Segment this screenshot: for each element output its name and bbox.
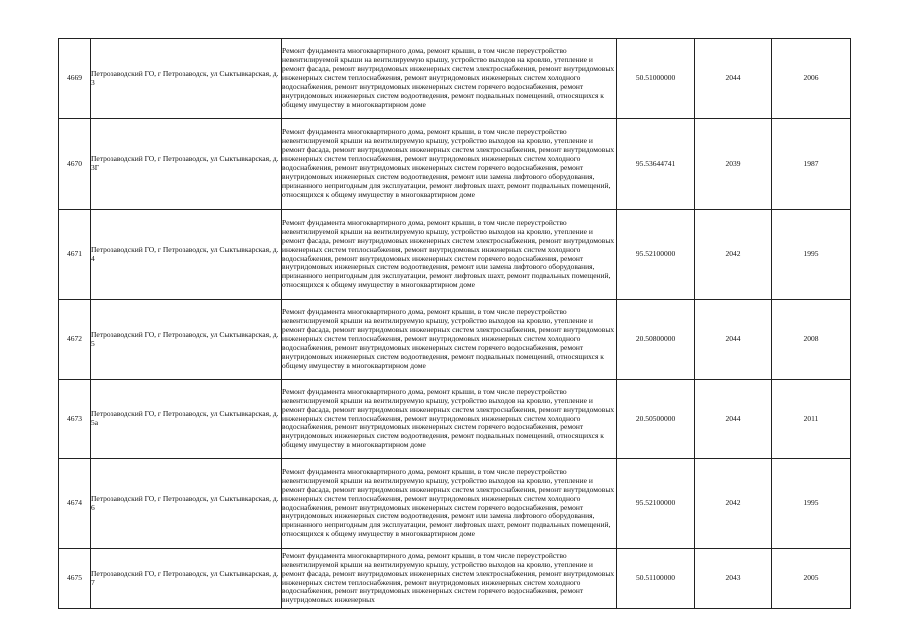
value-cell: 50.51000000 xyxy=(617,39,695,119)
planned-year-cell: 2044 xyxy=(695,39,772,119)
address-cell: Петрозаводский ГО, г Петрозаводск, ул Сыктывкарская, д. 6 xyxy=(91,459,282,549)
row-number: 4675 xyxy=(59,549,91,609)
planned-year-cell: 2039 xyxy=(695,119,772,210)
address-cell: Петрозаводский ГО, г Петрозаводск, ул Сыктывкарская, д. 5а xyxy=(91,380,282,459)
planned-year-cell: 2043 xyxy=(695,549,772,609)
value-cell: 95.52100000 xyxy=(617,459,695,549)
planned-year-cell: 2042 xyxy=(695,210,772,300)
works-cell: Ремонт фундамента многоквартирного дома, ремонт крыши, в том числе переустройство невентилируемой крыши на вентилируемую крышу, устройство выходов на кровлю, утепление и ремонт фасада, ремонт внутридомовых инженерных систем электроснабжения, ремонт внутридомовых инженерных систем теплоснабжения, ремонт внутридомовых инженерных систем холодного водоснабжения, ремонт внутридомовых инженерных систем горячего водоснабжения, ремонт внутридомовых инженерных систем водоотведения, ремонт или замена лифтового оборудования, признанного непригодным для эксплуатации, ремонт лифтовых шахт, ремонт подвальных помещений, относящихся к общему имуществу в многоквартирном доме xyxy=(282,210,617,300)
address-cell: Петрозаводский ГО, г Петрозаводск, ул Сыктывкарская, д. 3 xyxy=(91,39,282,119)
works-cell: Ремонт фундамента многоквартирного дома, ремонт крыши, в том числе переустройство невентилируемой крыши на вентилируемую крышу, устройство выходов на кровлю, утепление и ремонт фасада, ремонт внутридомовых инженерных систем электроснабжения, ремонт внутридомовых инженерных систем теплоснабжения, ремонт внутридомовых инженерных систем холодного водоснабжения, ремонт внутридомовых инженерных систем горячего водоснабжения, ремонт внутридомовых инженерных систем водоотведения, ремонт подвальных помещений, относящихся к общему имуществу в многоквартирном доме xyxy=(282,300,617,380)
works-cell: Ремонт фундамента многоквартирного дома, ремонт крыши, в том числе переустройство невентилируемой крыши на вентилируемую крышу, устройство выходов на кровлю, утепление и ремонт фасада, ремонт внутридомовых инженерных систем электроснабжения, ремонт внутридомовых инженерных систем теплоснабжения, ремонт внутридомовых инженерных систем холодного водоснабжения, ремонт внутридомовых инженерных систем горячего водоснабжения, ремонт внутридомовых инженерных xyxy=(282,549,617,609)
row-number: 4669 xyxy=(59,39,91,119)
table-row xyxy=(59,119,851,210)
row-number: 4671 xyxy=(59,210,91,300)
table-row xyxy=(59,380,851,459)
address-cell: Петрозаводский ГО, г Петрозаводск, ул Сыктывкарская, д. 4 xyxy=(91,210,282,300)
planned-year-cell: 2044 xyxy=(695,300,772,380)
value-cell: 20.50500000 xyxy=(617,380,695,459)
value-cell: 95.53644741 xyxy=(617,119,695,210)
table-row xyxy=(59,39,851,119)
year-cell: 2005 xyxy=(772,549,851,609)
address-cell: Петрозаводский ГО, г Петрозаводск, ул Сыктывкарская, д. 7 xyxy=(91,549,282,609)
table-row xyxy=(59,459,851,549)
value-cell: 20.50800000 xyxy=(617,300,695,380)
year-cell: 2006 xyxy=(772,39,851,119)
table-row xyxy=(59,549,851,609)
value-cell: 95.52100000 xyxy=(617,210,695,300)
row-number: 4670 xyxy=(59,119,91,210)
value-cell: 50.51100000 xyxy=(617,549,695,609)
works-cell: Ремонт фундамента многоквартирного дома, ремонт крыши, в том числе переустройство невентилируемой крыши на вентилируемую крышу, устройство выходов на кровлю, утепление и ремонт фасада, ремонт внутридомовых инженерных систем электроснабжения, ремонт внутридомовых инженерных систем теплоснабжения, ремонт внутридомовых инженерных систем холодного водоснабжения, ремонт внутридомовых инженерных систем горячего водоснабжения, ремонт внутридомовых инженерных систем водоотведения, ремонт подвальных помещений, относящихся к общему имуществу в многоквартирном доме xyxy=(282,380,617,459)
row-number: 4672 xyxy=(59,300,91,380)
year-cell: 2011 xyxy=(772,380,851,459)
works-table xyxy=(58,38,851,609)
planned-year-cell: 2042 xyxy=(695,459,772,549)
address-cell: Петрозаводский ГО, г Петрозаводск, ул Сыктывкарская, д. 5 xyxy=(91,300,282,380)
address-cell: Петрозаводский ГО, г Петрозаводск, ул Сыктывкарская, д. 3Г xyxy=(91,119,282,210)
works-cell: Ремонт фундамента многоквартирного дома, ремонт крыши, в том числе переустройство невентилируемой крыши на вентилируемую крышу, устройство выходов на кровлю, утепление и ремонт фасада, ремонт внутридомовых инженерных систем электроснабжения, ремонт внутридомовых инженерных систем теплоснабжения, ремонт внутридомовых инженерных систем холодного водоснабжения, ремонт внутридомовых инженерных систем горячего водоснабжения, ремонт внутридомовых инженерных систем водоотведения, ремонт или замена лифтового оборудования, признанного непригодным для эксплуатации, ремонт лифтовых шахт, ремонт подвальных помещений, относящихся к общему имуществу в многоквартирном доме xyxy=(282,459,617,549)
year-cell: 2008 xyxy=(772,300,851,380)
table-row xyxy=(59,300,851,380)
year-cell: 1995 xyxy=(772,210,851,300)
works-cell: Ремонт фундамента многоквартирного дома, ремонт крыши, в том числе переустройство невентилируемой крыши на вентилируемую крышу, устройство выходов на кровлю, утепление и ремонт фасада, ремонт внутридомовых инженерных систем электроснабжения, ремонт внутридомовых инженерных систем теплоснабжения, ремонт внутридомовых инженерных систем холодного водоснабжения, ремонт внутридомовых инженерных систем горячего водоснабжения, ремонт внутридомовых инженерных систем водоотведения, ремонт или замена лифтового оборудования, признанного непригодным для эксплуатации, ремонт лифтовых шахт, ремонт подвальных помещений, относящихся к общему имуществу в многоквартирном доме xyxy=(282,119,617,210)
row-number: 4674 xyxy=(59,459,91,549)
year-cell: 1987 xyxy=(772,119,851,210)
planned-year-cell: 2044 xyxy=(695,380,772,459)
table-row xyxy=(59,210,851,300)
works-cell: Ремонт фундамента многоквартирного дома, ремонт крыши, в том числе переустройство невентилируемой крыши на вентилируемую крышу, устройство выходов на кровлю, утепление и ремонт фасада, ремонт внутридомовых инженерных систем электроснабжения, ремонт внутридомовых инженерных систем теплоснабжения, ремонт внутридомовых инженерных систем холодного водоснабжения, ремонт внутридомовых инженерных систем горячего водоснабжения, ремонт внутридомовых инженерных систем водоотведения, ремонт подвальных помещений, относящихся к общему имуществу в многоквартирном доме xyxy=(282,39,617,119)
year-cell: 1995 xyxy=(772,459,851,549)
row-number: 4673 xyxy=(59,380,91,459)
